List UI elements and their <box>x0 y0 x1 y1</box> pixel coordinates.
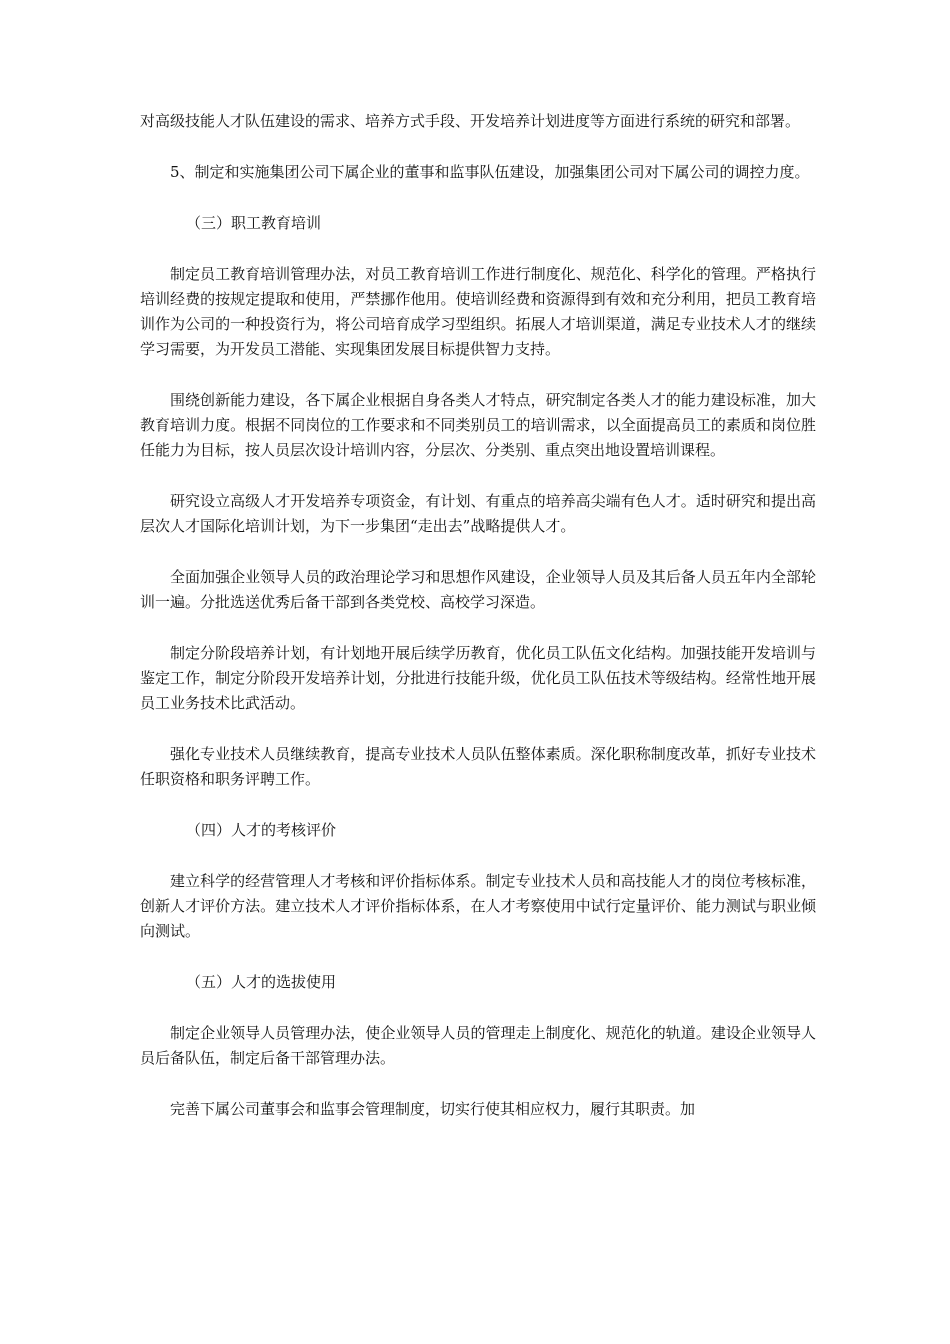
paragraph-truncated: 完善下属公司董事会和监事会管理制度，切实行使其相应权力，履行其职责。加 <box>170 1100 696 1118</box>
paragraph: 全面加强企业领导人员的政治理论学习和思想作风建设，企业领导人员及其后备人员五年内全部轮训一遍。分批选送优秀后备干部到各类党校、高校学习深造。 <box>140 568 816 611</box>
paragraph: 强化专业技术人员继续教育，提高专业技术人员队伍整体素质。深化职称制度改革，抓好专业技术任职资格和职务评聘工作。 <box>140 745 816 788</box>
section-heading-5: （五）人才的选拔使用 <box>186 973 337 991</box>
paragraph: 制定企业领导人员管理办法，使企业领导人员的管理走上制度化、规范化的轨道。建设企业领导人员后备队伍，制定后备干部管理办法。 <box>140 1024 816 1067</box>
paragraph: 围绕创新能力建设，各下属企业根据自身各类人才特点，研究制定各类人才的能力建设标准，加大教育培训力度。根据不同岗位的工作要求和不同类别员工的培训需求，以全面提高员工的素质和岗位胜任能力为目标，按人员层次设计培训内容，分层次、分类别、重点突出地设置培训课程。 <box>140 391 816 459</box>
paragraph: 制定员工教育培训管理办法，对员工教育培训工作进行制度化、规范化、科学化的管理。严格执行培训经费的按规定提取和使用，严禁挪作他用。使培训经费和资源得到有效和充分利用，把员工教育培训作为公司的一种投资行为，将公司培育成学习型组织。拓展人才培训渠道，满足专业技术人才的继续学习需要，为开发员工潜能、实现集团发展目标提供智力支持。 <box>140 265 816 358</box>
paragraph: 建立科学的经营管理人才考核和评价指标体系。制定专业技术人员和高技能人才的岗位考核标准，创新人才评价方法。建立技术人才评价指标体系，在人才考察使用中试行定量评价、能力测试与职业倾向测试。 <box>140 872 816 940</box>
paragraph-item-5: 5、制定和实施集团公司下属企业的董事和监事队伍建设，加强集团公司对下属公司的调控力度。 <box>170 163 810 181</box>
section-heading-3: （三）职工教育培训 <box>186 214 322 232</box>
paragraph: 制定分阶段培养计划，有计划地开展后续学历教育，优化员工队伍文化结构。加强技能开发培训与鉴定工作，制定分阶段开发培养计划，分批进行技能升级，优化员工队伍技术等级结构。经常性地开展员工业务技术比武活动。 <box>140 644 816 712</box>
document-body <box>140 109 816 1148</box>
section-heading-4: （四）人才的考核评价 <box>186 821 337 839</box>
paragraph-continued: 对高级技能人才队伍建设的需求、培养方式手段、开发培养计划进度等方面进行系统的研究和部署。 <box>140 112 801 130</box>
paragraph: 研究设立高级人才开发培养专项资金，有计划、有重点的培养高尖端有色人才。适时研究和提出高层次人才国际化培训计划，为下一步集团“走出去”战略提供人才。 <box>140 492 816 535</box>
